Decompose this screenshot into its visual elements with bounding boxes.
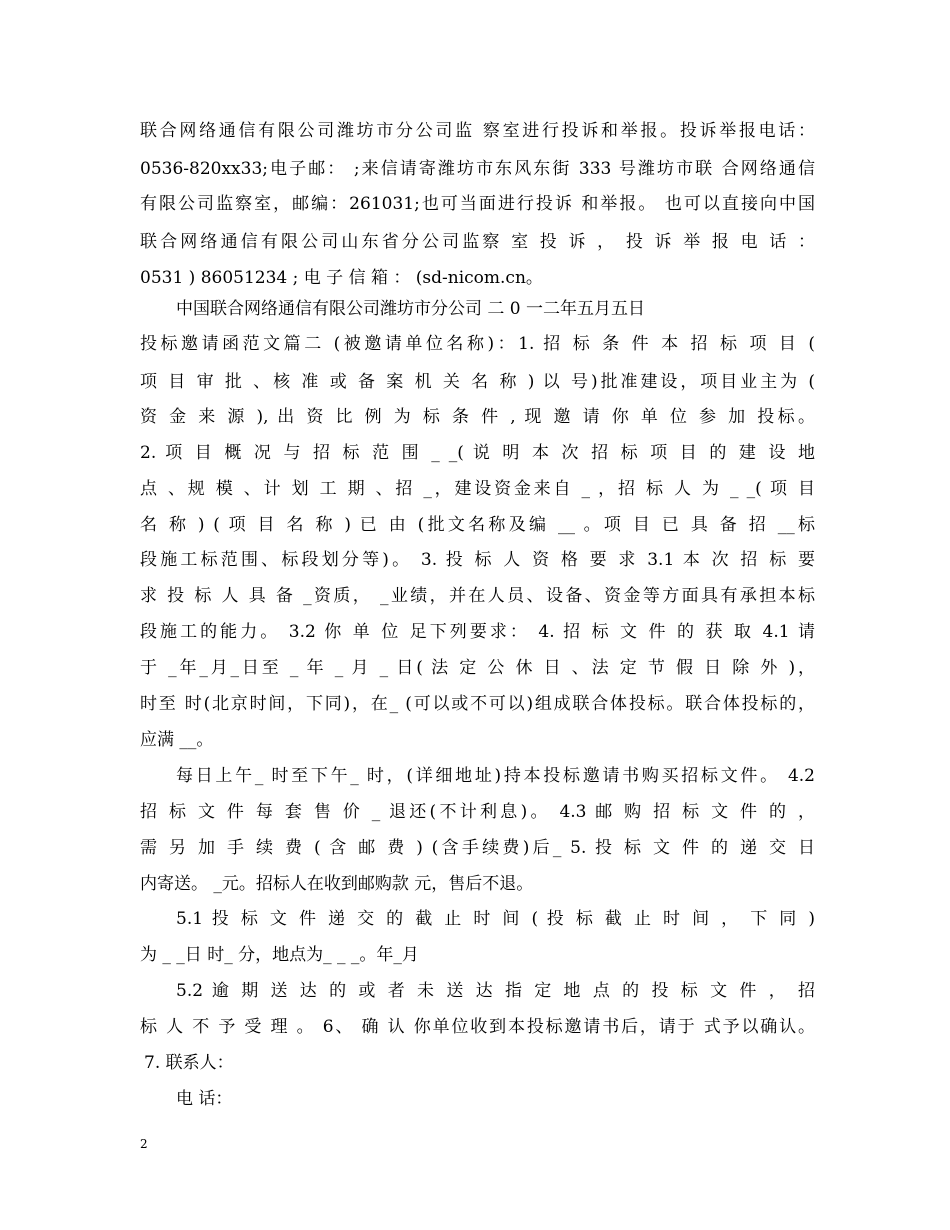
- text-line-14: 求 投 标 人 具 备 _资质， _业绩，并在人员、设备、资金等方面具有承担本标: [140, 586, 815, 606]
- text-line-15: 段施工的能力。 3.2 你 单 位 足下列要求： 4. 招 标 文 件 的 获 取 4.1 请: [140, 622, 815, 642]
- section-title-line: 投标邀请函范文篇二 (被邀请单位名称)：1. 招 标 条 件 本 招 标 项 目 (: [140, 334, 815, 354]
- text-line-5: 0531 ) 86051234 ; 电 子 信 箱 ： (sd-nicom.cn。: [140, 268, 543, 288]
- text-line-10: 2. 项 目 概 况 与 招 标 范 围 _ _( 说 明 本 次 招 标 项 目 的 建 设 地: [140, 443, 815, 463]
- text-line-1: 联合网络通信有限公司潍坊市分公司监 察室进行投诉和举报。投诉举报电话：: [140, 121, 815, 141]
- text-line-20: 招 标 文 件 每 套 售 价 _ 退还(不计利息)。 4.3 邮 购 招 标 文 件 的 ，: [140, 802, 815, 822]
- text-line-13: 段施工标范围、标段划分等)。 3. 投 标 人 资 格 要 求 3.1 本 次 招 标 要: [140, 550, 815, 570]
- text-line-24: 为 _ _日 时_ 分，地点为_ _ _。年_月: [140, 945, 419, 965]
- text-line-8: 项 目 审 批 、核 准 或 备 案 机 关 名 称 ) 以 号)批准建设，项目业主为 (: [140, 372, 815, 392]
- text-line-11: 点 、规 模 、计 划 工 期 、招 _，建设资金来自 _ ，招 标 人 为 _ _( 项 目: [140, 479, 815, 499]
- phone-line: 电 话：: [176, 1089, 233, 1109]
- text-line-25: 5.2 逾 期 送 达 的 或 者 未 送 达 指 定 地 点 的 投 标 文 件 ， 招: [176, 981, 815, 1001]
- text-line-17: 时至 时(北京时间，下同)，在_ (可以或不可以)组成联合体投标。联合体投标的，: [140, 694, 815, 714]
- text-line-22: 内寄送。 _元。招标人在收到邮购款 元，售后不退。: [140, 874, 534, 894]
- text-line-12: 名 称 ) ( 项 目 名 称 ) 已 由 (批文名称及编 __ 。项 目 已 具 备 招 __标: [140, 515, 815, 535]
- text-line-18: 应满 __。: [140, 730, 214, 750]
- contact-person-line: 7. 联系人：: [144, 1053, 234, 1073]
- text-line-21: 需 另 加 手 续 费 ( 含 邮 费 ) (含手续费)后_ 5. 投 标 文 件 的 递 交 日: [140, 838, 815, 858]
- text-line-23: 5.1 投 标 文 件 递 交 的 截 止 时 间 ( 投 标 截 止 时 间 ， 下 同 ): [176, 909, 815, 929]
- text-line-3: 有限公司监察室，邮编：261031;也可当面进行投诉 和举报。 也可以直接向中国: [140, 194, 815, 214]
- text-line-26: 标 人 不 予 受 理 。 6、 确 认 你单位收到本投标邀请书后，请于 式予以确认。: [140, 1017, 815, 1037]
- text-line-9: 资 金 来 源 ), 出 资 比 例 为 标 条 件 , 现 邀 请 你 单 位 参 加 投标。: [140, 407, 815, 427]
- text-line-2: 0536-820xx33;电子邮： ;来信请寄潍坊市东风东街 333 号潍坊市联 合网络通信: [140, 159, 815, 179]
- text-line-19: 每日上午_ 时至下午_ 时，(详细地址)持本投标邀请书购买招标文件。 4.2: [176, 766, 815, 786]
- text-line-4: 联合网络通信有限公司山东省分公司监察 室 投 诉 ， 投 诉 举 报 电 话 ：: [140, 232, 815, 252]
- page-number: 2: [140, 1137, 148, 1151]
- text-line-16: 于 _年_月_日至 _ 年 _ 月 _ 日( 法 定 公 休 日 、法 定 节 假 日 除 外 )，: [140, 658, 815, 678]
- signature-date-line: 中国联合网络通信有限公司潍坊市分公司 二 0 一二年五月五日: [176, 299, 646, 319]
